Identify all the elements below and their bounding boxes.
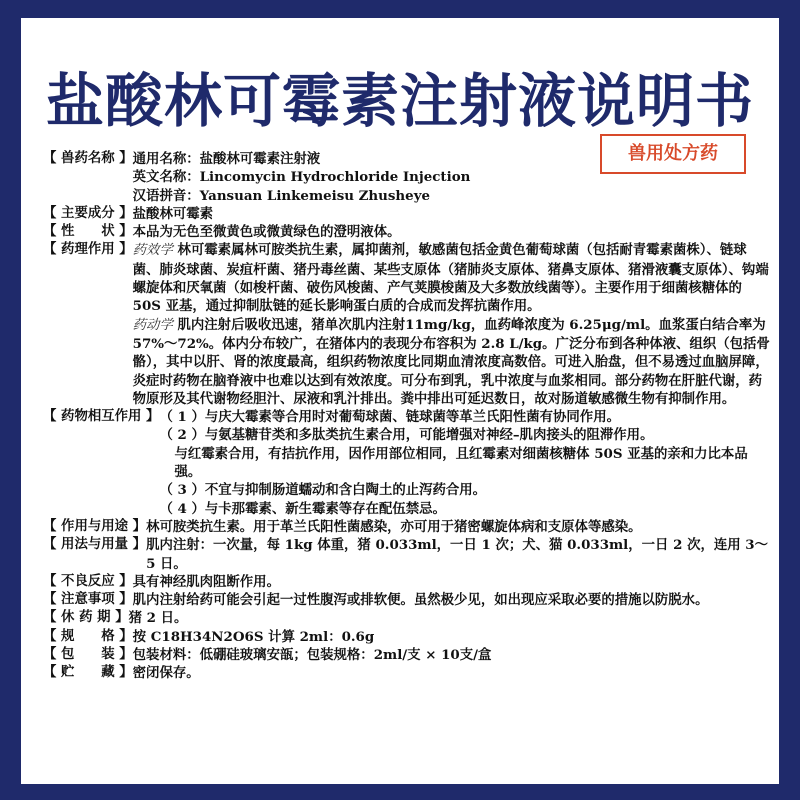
section-pharmacology <box>43 241 771 408</box>
section-notice <box>43 591 771 609</box>
interaction-1: （ 1 ）与庆大霉素等合用时对葡萄球菌、链球菌等革兰氏阳性菌有协同作用。 <box>159 409 620 426</box>
interaction-4: （ 4 ）与卡那霉素、新生霉素等存在配伍禁忌。 <box>159 500 446 517</box>
section-ingredient <box>43 205 771 223</box>
pinyin-key: 汉语拼音： <box>132 187 200 204</box>
label-dosage: 【 用法与用量 】 <box>43 537 147 553</box>
label-adverse: 【 不良反应 】 <box>43 573 133 589</box>
label-pharmacology: 【 药理作用 】 <box>43 242 133 258</box>
section-use <box>43 518 771 536</box>
interaction-3: （ 3 ）不宜与抑制肠道蠕动和含白陶土的止泻药合用。 <box>159 482 487 499</box>
english-name-key: 英文名称： <box>132 169 200 186</box>
section-drug-name <box>43 150 771 205</box>
label-use: 【 作用与用途 】 <box>43 518 147 534</box>
label-spec: 【 规 格 】 <box>43 628 133 644</box>
label-notice: 【 注意事项 】 <box>43 592 133 608</box>
prescription-badge: 兽用处方药 <box>600 134 746 174</box>
section-storage <box>43 664 771 682</box>
pharmacodynamics-tag: 药效学 <box>132 243 173 259</box>
pharmacodynamics-text: 林可霉素属林可胺类抗生素，属抑菌剂，敏感菌包括金黄色葡萄球菌（包括耐青霉素菌株）、链球菌、肺炎球菌、炭疽杆菌、猪丹毒丝菌、某些支原体（猪肺炎支原体、猪鼻支原体、猪滑液囊支原体）、钩端螺旋体和厌氧菌（如梭杆菌、破伤风梭菌、产气荚膜梭菌及大多数放线菌等）。主要作用于细菌核糖体的 50S 亚基，通过抑制肽链的延长影响蛋白质的合成而发挥抗菌作用。 <box>132 242 769 315</box>
section-adverse <box>43 573 771 591</box>
label-ingredient: 【 主要成分 】 <box>43 205 133 221</box>
section-nature <box>43 223 771 241</box>
label-packaging: 【 包 装 】 <box>43 647 133 663</box>
interaction-2a: （ 2 ）与氨基糖苷类和多肽类抗生素合用，可能增强对神经–肌肉接头的阻滞作用。 <box>159 427 654 444</box>
section-dosage <box>43 536 771 573</box>
document-title: 盐酸林可霉素注射液说明书 <box>45 67 754 135</box>
interaction-2b: 与红霉素合用，有拮抗作用，因作用部位相同，且红霉素对细菌核糖体 50S 亚基的亲和力比本品强。 <box>174 445 748 481</box>
section-withdrawal <box>43 609 771 627</box>
label-interactions: 【 药物相互作用 】 <box>43 409 160 425</box>
generic-name-value: 盐酸林可霉素注射液 <box>199 151 321 167</box>
notice-value: 肌内注射给药可能会引起一过性腹泻或排软便。虽然极少见，如出现应采取必要的措施以防脱水。 <box>132 592 709 609</box>
instruction-sheet <box>21 18 779 784</box>
use-value: 林可胺类抗生素。用于革兰氏阳性菌感染，亦可用于猪密螺旋体病和支原体等感染。 <box>146 518 642 535</box>
nature-value: 本品为无色至微黄色或微黄绿色的澄明液体。 <box>132 224 401 241</box>
adverse-value: 具有神经肌肉阻断作用。 <box>132 573 280 590</box>
label-drug-name: 【 兽药名称 】 <box>43 151 133 166</box>
pharmacokinetics-text: 肌内注射后吸收迅速，猪单次肌内注射11mg/kg，血药峰浓度为 6.25μg/ml。血浆蛋白结合率为 57%～72%。体内分布较广，在猪体内的表现分布容积为 2.8 L/kg。广泛分布到各种体液、组织（包括骨骼），其中以肝、肾的浓度最高，组织药物浓度比同期血清浓度高数倍。可进入胎盘，但不易透过血脑屏障，炎症时药物在脑脊液中也难以达到有效浓度。可分布到乳，乳中浓度与血浆相同。部分药物在肝脏代谢，药物原形及其代谢物经胆汁、尿液和乳汁排出。粪中排出可延迟数日，故对肠道敏感微生物有抑制作用。 <box>132 316 770 407</box>
pharmacokinetics-tag: 药动学 <box>132 317 173 333</box>
pinyin-value: Yansuan Linkemeisu Zhusheye <box>199 187 430 204</box>
storage-value: 密闭保存。 <box>132 665 200 682</box>
section-packaging <box>43 646 771 664</box>
section-interactions <box>43 408 771 518</box>
document-body <box>43 150 771 683</box>
label-withdrawal: 【 休 药 期 】 <box>43 610 129 626</box>
spec-value: 按 C18H34N2O6S 计算 2ml：0.6g <box>132 628 375 645</box>
label-storage: 【 贮 藏 】 <box>43 665 133 681</box>
packaging-value: 包装材料：低硼硅玻璃安瓿；包装规格：2ml/支 × 10支/盒 <box>132 647 492 664</box>
label-nature: 【 性 状 】 <box>43 224 133 240</box>
english-name-value: Lincomycin Hydrochloride Injection <box>199 169 471 186</box>
withdrawal-value: 猪 2 日。 <box>128 610 188 627</box>
dosage-value: 肌内注射：一次量，每 1kg 体重，猪 0.033ml，一日 1 次；犬、猫 0.033ml，一日 2 次，连用 3～5 日。 <box>146 537 769 572</box>
ingredient-value: 盐酸林可霉素 <box>132 205 214 222</box>
generic-name-key: 通用名称： <box>132 151 200 167</box>
section-spec <box>43 628 771 646</box>
